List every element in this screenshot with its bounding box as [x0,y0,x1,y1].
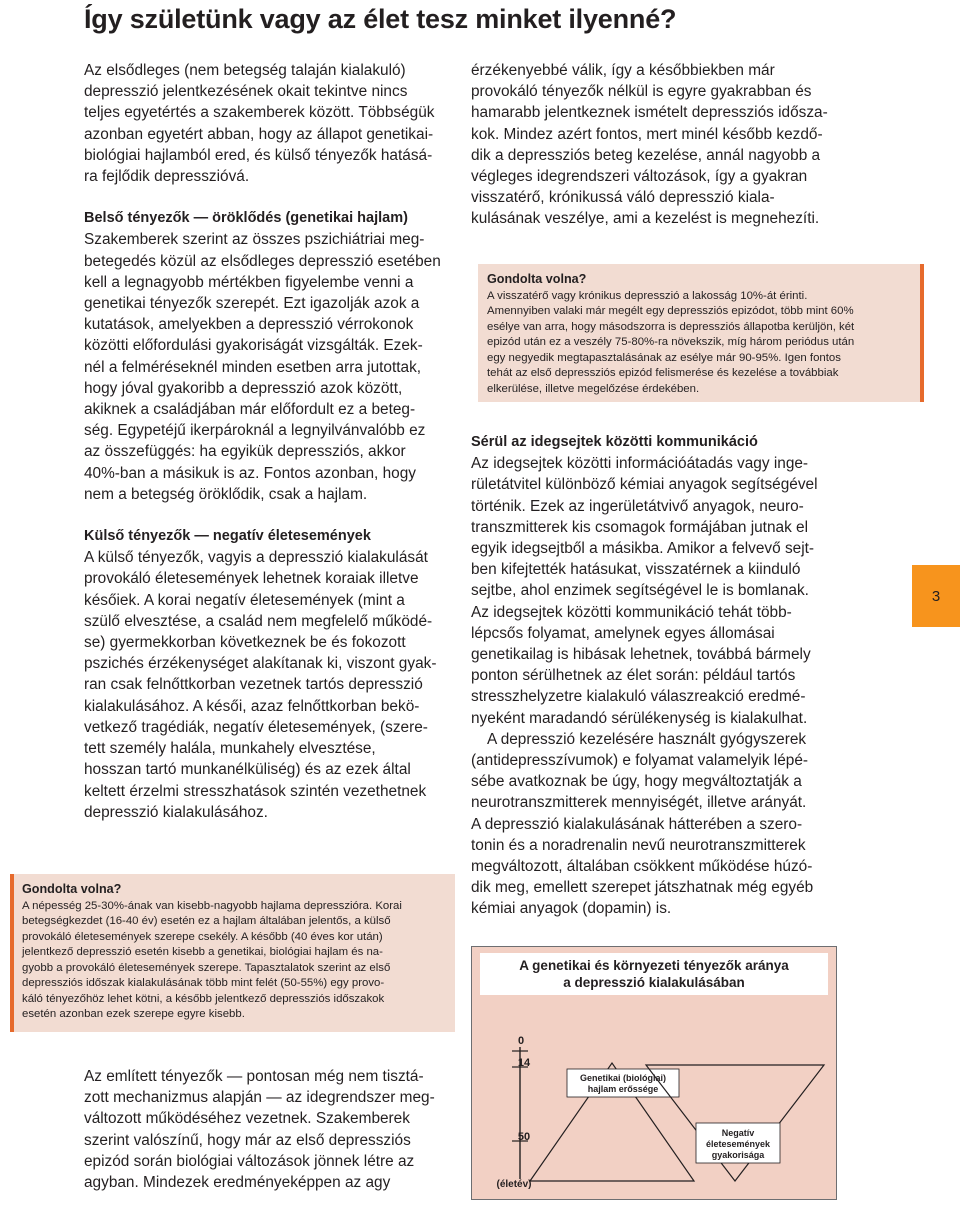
text-line: hosszan tartó munkanélküliség) és az ezek által [84,761,411,779]
box-line: esetén azonban ezek szerepe egyre kisebb. [22,1008,245,1020]
text-line: epizód során biológiai változások jönnek létre az [84,1152,415,1170]
text-line: kialakulásához. A késői, azaz felnőttkorban bekö- [84,697,420,715]
text-line: tett személy halála, munkahely elvesztése, [84,740,376,758]
text-line: történik. Ezek az ingerületátvivő anyagok, neuro- [471,497,804,515]
text-line: genetikailag is hibásak lehetnek, továbbá bármely [471,646,811,664]
box-line: Amennyiben valaki már megélt egy depressziós epizódot, több mint 60% [487,305,854,317]
box-line: esélye van arra, hogy másodszorra is depressziós állapotba kerüljön, két [487,320,855,333]
text-line: nél a felméréseknél minden esetben arra jutottak, [84,358,422,376]
text-line: Az idegsejtek közötti információátadás vagy inge- [471,455,809,473]
text-line: szülő elvesztése, a család nem megfelelő működé- [84,612,433,630]
genetic-environment-diagram [471,946,837,1200]
text-line: ran csak felnőttkorban vezetnek tartós depresszió [84,676,423,694]
text-line: A külső tényezők, vagyis a depresszió kialakulását [84,549,428,567]
life-events-label-line: Negatív [721,1128,755,1138]
text-line: A depresszió kialakulásának hátterében a szero- [471,815,803,833]
section-heading-inner-factors: Belső tényezők — öröklődés (genetikai hajlam) [84,210,408,227]
accent-bar [10,874,14,1032]
text-line: (antidepresszívumok) e folyamat valamelyik lépé- [471,752,809,770]
text-line: lépcsős folyamat, amelynek egyes állomásai [471,624,775,642]
text-line: pszichés érzékenységet alakítanak ki, viszont gyak- [84,655,437,673]
text-line: transzmitterek kis csomagok formájában jutnak el [471,518,809,536]
text-line: depresszió jelentkezésének okait tekintve nincs [84,83,408,101]
text-line: kulásának veszélye, ami a kezelést is megnehezíti. [471,210,820,228]
text-line: sébe avatkoznak be úgy, hogy megváltoztatják a [471,773,802,791]
did-you-know-box-right [478,264,924,402]
text-line: ra fejlődik depresszióvá. [84,168,250,186]
life-events-label-line: gyakorisága [711,1150,765,1160]
text-line: hamarabb jelentkeznek ismételt depressziós idősza- [471,104,828,122]
box-heading: Gondolta volna? [487,272,587,286]
text-line: dik meg, emellett szerepet játszhatnak még egyéb [471,879,814,897]
text-line: keltett érzelmi stresszhatások szintén vezethetnek [84,782,427,800]
text-line: ség. Egypetéjű ikerpároknál a legnyilvánvalóbb ez [84,422,426,440]
box-line: provokáló életesemények szerepe csekély. A később (40 éves kor után) [22,930,383,943]
text-line: egyik idegsejtből a másikba. Amikor a felvevő sejt- [471,540,815,558]
text-line: az összefüggés: ha egyikük depressziós, akkor [84,443,406,461]
text-line: változott működéséhez vezetnek. Szakemberek [84,1110,410,1128]
text-line: ponton sérülhetnek az élet során: például tartós [471,667,796,685]
section-inner-factors [84,229,455,505]
box-heading: Gondolta volna? [22,882,122,896]
text-line: genetikai tényezők szerepét. Ezt igazolják azok a [84,295,420,313]
text-line: teljes egyetértés a szakemberek között. Többségük [84,104,435,122]
intro-paragraph [84,60,455,187]
diagram-title-line: A genetikai és környezeti tényezők aránya [519,958,789,973]
text-line: zott mechanizmus alapján — az idegrendszer meg- [84,1089,435,1107]
box-line: elkerülése, illetve megelőzése érdekében. [487,382,700,395]
axis-tick-label: 14 [517,1057,531,1069]
box-line: gyobb a provokáló életesemények szerepe. Tapasztalatok szerint az első [22,961,391,974]
genetic-label-line: hajlam erőssége [587,1084,659,1094]
section-heading-outer-factors: Külső tényezők — negatív életesemények [84,528,371,545]
text-line: visszatérő, krónikussá váló depresszió kiala- [471,189,775,207]
text-line: Az elsődleges (nem betegség talaján kialakuló) [84,62,406,79]
text-line: akiknek a családjában már előfordult ez a beteg- [84,401,416,419]
axis-label: (életév) [496,1179,532,1190]
box-line: káló tényezőhöz lehet kötni, a később jelentkező depressziós időszakok [22,992,385,1005]
text-line: stresszhelyzetre kialakuló válaszreakció eredmé- [471,688,806,706]
right-column-top [471,60,842,230]
axis-tick-label: 50 [517,1131,531,1143]
section-outer-factors [84,547,455,823]
text-line: kok. Mindez azért fontos, mert minél később kezdő- [471,125,823,143]
text-line: szerint valószínű, hogy már az első depressziós [84,1131,411,1149]
chapter-tab: 3 [912,565,960,627]
text-line: provokáló tényezők nélkül is egyre gyakrabban és [471,83,812,101]
text-line: ben kifejtették hatásukat, visszatérnek a kiinduló [471,561,801,579]
box-line: tehát az első depressziós epizód felismerése és kezelése a továbbiak [487,367,839,379]
text-line: kutatások, amelyekben a depresszió vérrokonok [84,316,414,334]
text-line: provokáló életesemények lehetnek koraiak illetve [84,570,419,588]
right-column-lower [471,432,842,920]
box-line: egy negyedik megtapasztalásának az esélye már 90-95%. Igen fontos [487,351,841,364]
text-line: se) gyermekkorban következnek be és fokozott [84,634,406,652]
axis-tick-label: 0 [517,1035,525,1047]
text-line: sejtbe, ahol enzimek segítségével le is bomlanak. [471,582,809,600]
text-line: vetkező tragédiák, negatív életesemények, (szere- [84,718,428,736]
text-line: megváltozott, általában csökkent működése húzó- [471,858,813,876]
text-line: rületátvitel különböző kémiai anyagok segítségével [471,476,818,494]
text-line: Az idegsejtek közötti kommunikáció tehát több- [471,603,792,621]
text-line: A depresszió kezelésére használt gyógyszerek [487,730,807,748]
genetic-label-line: Genetikai (biológiai) [579,1073,667,1083]
text-line: közötti előfordulási gyakoriságát vizsgálták. Ezek- [84,337,423,355]
text-line: betegedés közül az elsődleges depresszió esetében [84,252,441,270]
box-line: A népesség 25-30%-ának van kisebb-nagyobb hajlama depresszióra. Korai [22,899,402,912]
section-heading-neuron-communication: Sérül az idegsejtek közötti kommunikáció [471,434,758,450]
box-line: A visszatérő vagy krónikus depresszió a lakosság 10%-át érinti. [487,289,808,302]
box-line: epizód után ez a veszély 75-80%-ra növekszik, míg három periódus után [487,336,855,348]
section-medication [471,729,842,920]
box-line: betegségkezdet (16-40 év) esetén ez a hajlam általában jelentős, a külső [22,915,391,927]
accent-bar [920,264,924,402]
diagram-canvas [472,947,836,1199]
left-bottom-paragraph [84,1066,455,1193]
section-neuron-communication [471,453,842,729]
box-line: depressziós időszak kialakulásának több mint felét (50-55%) egy provo- [22,977,385,989]
text-line: biológiai hajlamból ered, és külső tényezők hatásá- [84,146,433,164]
diagram-title-line: a depresszió kialakulásában [563,975,745,990]
left-column [84,60,455,823]
box-line: jelentkező depresszió esetén kisebb a genetikai, biológiai hajlam és na- [22,946,383,958]
text-line: nem a betegség öröklődik, csak a hajlam. [84,485,368,503]
did-you-know-box-left [10,874,455,1032]
text-line: későiek. A korai negatív életesemények (mint a [84,591,405,609]
text-line: kémiai anyagok (dopamin) is. [471,900,672,918]
life-events-label-line: életesemények [705,1139,771,1149]
text-line: agyban. Mindezek eredményeképpen az agy [84,1174,391,1192]
page-title: Így születünk vagy az élet tesz minket ilyenné? [84,4,677,34]
text-line: végleges idegrendszeri változások, így a gyakran [471,168,808,186]
text-line: 40%-ban a másikuk is az. Fontos azonban, hogy [84,464,416,482]
text-line: hogy jóval gyakoribb a depresszió azok között, [84,379,403,397]
text-line: nyeként maradandó sérülékenység is kialakulhat. [471,709,808,727]
text-line: depresszió kialakulásához. [84,803,268,821]
text-line: érzékenyebbé válik, így a későbbiekben már [471,62,775,79]
text-line: dik a depressziós beteg kezelése, annál nagyobb a [471,146,821,164]
text-line: kell a legnagyobb mértékben figyelembe venni a [84,273,414,291]
text-line: neurotranszmitterek mennyiségét, illetve arányát. [471,794,807,812]
text-line: Az említett tényezők — pontosan még nem tisztá- [84,1068,424,1085]
text-line: azonban egyetért abban, hogy az állapot genetikai- [84,125,434,143]
text-line: tonin és a noradrenalin nevű neurotranszmitterek [471,836,806,854]
text-line: Szakemberek szerint az összes pszichiátriai meg- [84,231,425,249]
